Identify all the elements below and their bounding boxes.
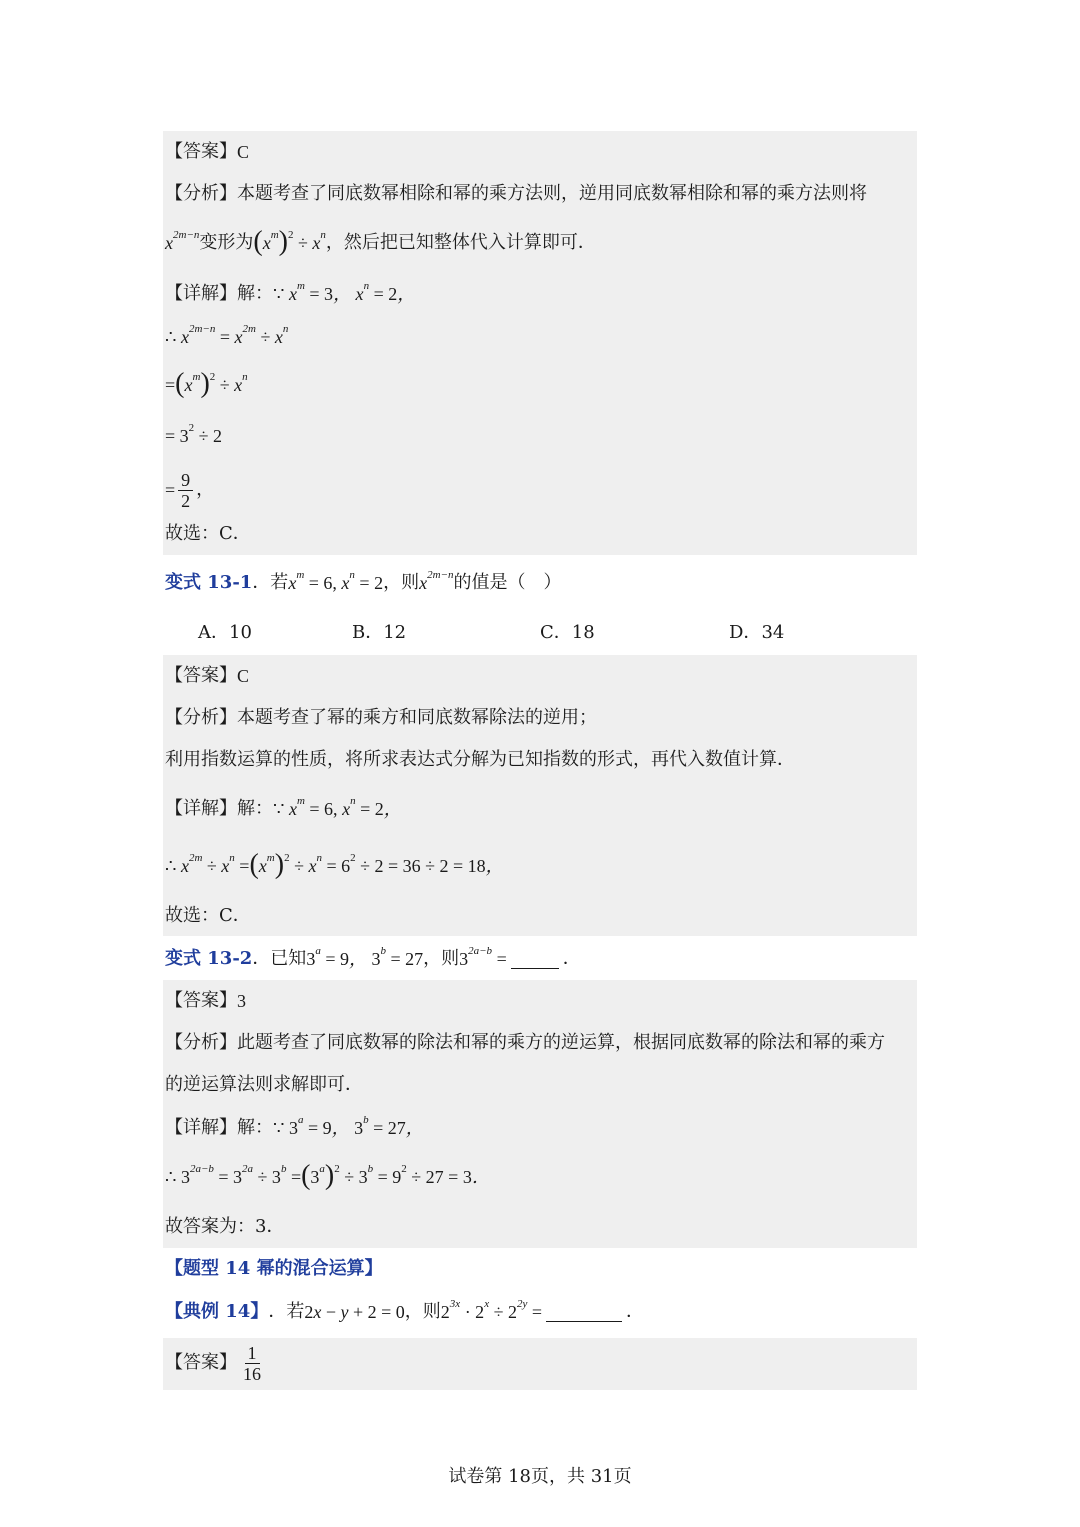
variant-label: 变式 13-1	[165, 572, 253, 593]
answer-value: C	[237, 142, 250, 162]
question-stem-mid: ，则	[423, 948, 460, 969]
math-expression: 2x − y + 2 = 0	[304, 1302, 405, 1322]
answer-blank[interactable]	[546, 1303, 622, 1322]
analysis-line	[165, 179, 917, 209]
analysis-text: 本题考查了幂的乘方和同底数幂除法的逆用；	[237, 707, 597, 728]
answer-blank[interactable]	[511, 950, 559, 969]
math-expression: 3$^a$ = 9， 3$^b$ = 27	[306, 945, 424, 969]
detail-label: 【详解】	[165, 1117, 237, 1138]
detail-label: 【详解】	[165, 283, 237, 304]
analysis-line-2	[165, 1070, 917, 1100]
math-expression: ∵ $x^m = 3$， $x^n = 2$，	[273, 280, 416, 304]
answer-label: 【答案】	[165, 665, 237, 686]
fraction-denominator: 16	[243, 1363, 261, 1384]
option-c[interactable]: C．18	[540, 622, 595, 643]
math-expression: $2^{3x} \cdot 2^x \div 2^{2y}$ =	[440, 1298, 543, 1322]
analysis-text-2: 的逆运算法则求解即可．	[165, 1074, 363, 1095]
detail-label: 【详解】	[165, 798, 237, 819]
answer-line	[165, 986, 917, 1016]
answer-value: C	[237, 666, 250, 686]
step-line	[165, 468, 917, 512]
math-expression: $3^{2a-b}$ =	[459, 945, 507, 969]
question-line	[165, 944, 917, 974]
conclusion: 故答案为：3．	[165, 1216, 285, 1237]
answer-line	[165, 661, 917, 691]
question-line	[165, 568, 917, 598]
math-expression: $x^{2m-n}$	[419, 569, 454, 593]
conclusion-line	[165, 1212, 917, 1242]
step-line	[165, 1162, 917, 1192]
analysis-line	[165, 703, 917, 733]
step-line	[165, 370, 917, 400]
answer-label: 【答案】	[165, 1352, 237, 1373]
step-result: ，	[196, 479, 215, 500]
conclusion: 故选：C．	[165, 905, 251, 926]
answer-fraction	[240, 1343, 264, 1384]
question-stem-post: 的值是（ ）	[453, 572, 562, 593]
detail-line	[165, 794, 917, 824]
step-line	[165, 421, 917, 451]
math-expression: $=(x^m)^2 \div x^n$	[165, 368, 248, 399]
answer-line	[165, 137, 917, 167]
question-stem-post: ．	[562, 948, 581, 969]
section-title-line	[165, 1254, 917, 1284]
math-expression: ∴ $3^{2a-b} = 3^{2a} \div 3^b =(3^a)^2 \div 3^b = 9^2 \div 27 = 3$．	[165, 1160, 490, 1191]
fraction: $\frac{9}{2}$	[178, 470, 193, 511]
analysis-line-2	[165, 745, 917, 775]
answer-line	[165, 1340, 917, 1386]
analysis-tail-2: ，然后把已知整体代入计算即可．	[325, 232, 596, 253]
math-expression: ∴ $x^{2m} \div x^n =(x^m)^2 \div x^n = 6^2 \div 2 = 36 \div 2 = 18$，	[165, 849, 504, 880]
detail-line	[165, 1113, 917, 1143]
conclusion-line	[165, 519, 917, 549]
question-stem-pre: ．已知	[252, 948, 307, 969]
question-stem-mid: ，则	[404, 1301, 441, 1322]
analysis-label: 【分析】	[165, 707, 237, 728]
answer-label: 【答案】	[165, 141, 237, 162]
step-line	[165, 322, 917, 352]
math-expression: = $3^2 \div 2$	[165, 422, 223, 446]
step-line	[165, 851, 917, 881]
option-d[interactable]: D．34	[729, 622, 785, 643]
question-stem-pre: ．若	[268, 1301, 305, 1322]
math-expression: ∵ $x^m = 6$, $x^n = 2$，	[273, 795, 402, 819]
detail-lead: 解：	[237, 283, 273, 304]
conclusion: 故选：C．	[165, 523, 251, 544]
math-expression: $x^{2m-n}$	[165, 229, 200, 253]
conclusion-line	[165, 901, 917, 931]
analysis-line	[165, 1028, 917, 1058]
math-expression: ∵ 3$^a$ = 9， 3$^b$ = 27，	[273, 1114, 424, 1138]
math-expression: $(x^m)^2 \div x^n$	[253, 226, 326, 257]
section-title: 【题型 14 幂的混合运算】	[165, 1258, 383, 1279]
answer-value: 3	[237, 991, 246, 1011]
analysis-tail-1: 变形为	[199, 232, 254, 253]
math-expression: ∴ $x^{2m-n} = x^{2m} \div x^n$	[165, 323, 289, 347]
question-stem-mid: ，则	[383, 572, 420, 593]
variant-label: 变式 13-2	[165, 948, 253, 969]
detail-lead: 解：	[237, 1117, 273, 1138]
fraction-numerator: 1	[245, 1343, 260, 1364]
question-line	[165, 1297, 917, 1327]
answer-label: 【答案】	[165, 990, 237, 1011]
question-stem-post: ．	[626, 1301, 645, 1322]
math-expression: $x^m = 6$, $x^n = 2$	[288, 569, 384, 593]
option-a[interactable]: A．10	[198, 622, 252, 643]
example-label: 【典例 14】	[165, 1301, 269, 1322]
analysis-label: 【分析】	[165, 1032, 237, 1053]
analysis-text: 此题考查了同底数幂的除法和幂的乘方的逆运算，根据同底数幂的除法和幂的乘方	[237, 1032, 885, 1053]
analysis-label: 【分析】	[165, 183, 237, 204]
analysis-text-2: 利用指数运算的性质，将所求表达式分解为已知指数的形式，再代入数值计算．	[165, 749, 795, 770]
detail-line	[165, 279, 917, 309]
page-footer: 试卷第 18页，共 31页	[448, 1466, 632, 1487]
math-expression: =	[165, 480, 176, 500]
option-b[interactable]: B．12	[352, 622, 407, 643]
options-line	[0, 618, 1080, 648]
analysis-line-2	[165, 228, 917, 258]
detail-lead: 解：	[237, 798, 273, 819]
question-stem-pre: ．若	[252, 572, 289, 593]
analysis-text: 本题考查了同底数幂相除和幂的乘方法则，逆用同底数幂相除和幂的乘方法则将	[237, 183, 867, 204]
